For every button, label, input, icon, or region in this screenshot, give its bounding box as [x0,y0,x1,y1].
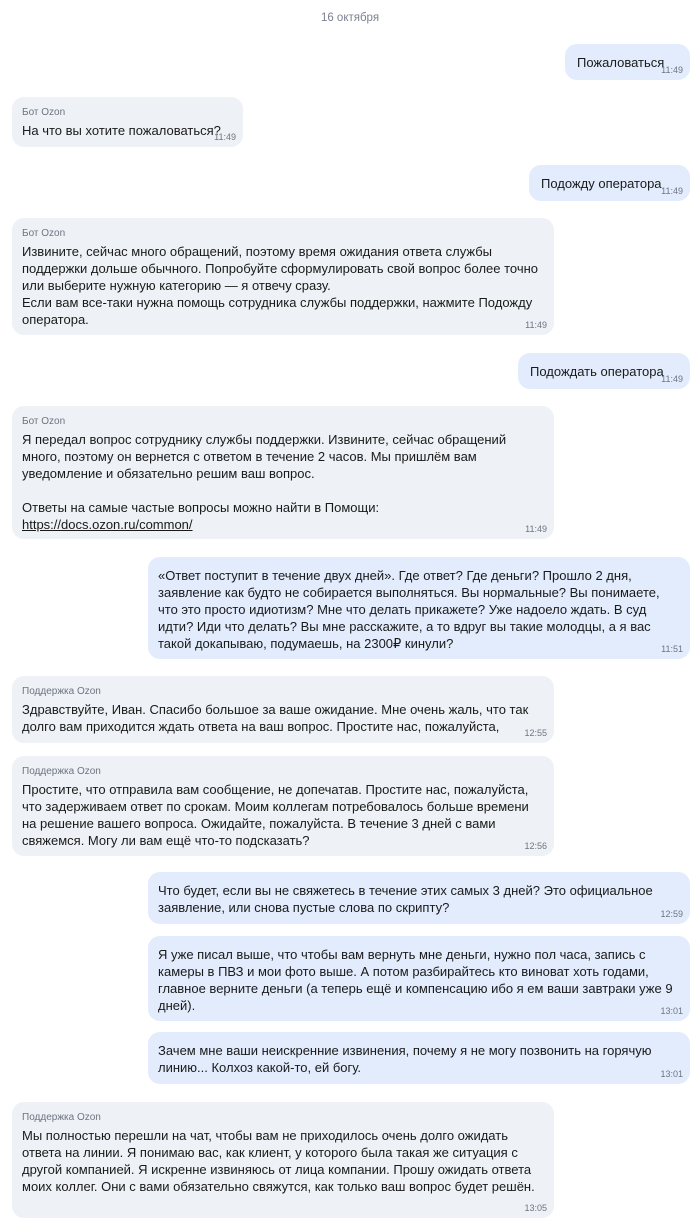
message-text: «Ответ поступит в течение двух дней». Где ответ? Где деньги? Прошло 2 дня, заявление как будто не собирается выполняться. Вы нормальные? Вы понимаете, что это просто идиотизм? Мне что делать прикажете? Уже надоело ждать. В суд идти? Иди что делать? Вы мне расскажите, а то вдруг вы такие молодцы, а я вас такой докапываю, подумаешь, на 2300₽ кинули? [158,568,660,651]
message-text: Мы полностью перешли на чат, чтобы вам не приходилось очень долго ожидать ответа на линии. Я понимаю вас, как клиент, у которого была такая же ситуация с другой компанией. Я искренне извиняюсь от лица компании. Прошу ожидать ответа моих коллег. Они с вами обязательно свяжутся, как только ваш вопрос будет решён. [22,1128,535,1194]
message-text: Что будет, если вы не свяжетесь в течение этих самых 3 дней? Это официальное заявление, или снова пустые слова по скрипту? [158,883,653,915]
message-time: 11:49 [661,374,683,384]
message-text: Зачем мне ваши неискренние извинения, почему я не могу позвонить на горячую линию... Колхоз какой-то, ей богу. [158,1043,652,1075]
message-text: Простите, что отправила вам сообщение, не допечатав. Простите нас, пожалуйста, что задерживаем ответ по срокам. Моим коллегам потребовалось больше времени на решение вашего вопроса. Ожидайте, пожалуйста. В течение 3 дней с вами свяжемся. Могу ли вам ещё что-то подсказать? [22,782,529,848]
message-time: 12:56 [524,841,547,851]
outgoing-message[interactable] [148,936,690,1021]
outgoing-message[interactable] [148,1032,690,1084]
message-text: Извините, сейчас много обращений, поэтому время ожидания ответа службы поддержки дольше обычного. Попробуйте сформулировать свой вопрос более точно или выберите нужную категорию — я отвечу сразу. Если вам все-таки нужна помощь сотрудника службы поддержки, нажмите Подожду оператора. [22,244,539,327]
message-sender: Бот Ozon [22,416,66,427]
help-link[interactable]: https://docs.ozon.ru/common/ [22,517,193,532]
incoming-message[interactable] [12,756,554,856]
message-sender: Бот Ozon [22,228,66,239]
message-time: 12:55 [524,728,547,738]
message-sender: Поддержка Ozon [22,766,101,777]
message-time: 11:49 [214,132,236,142]
date-separator: 16 октября [320,12,380,24]
message-time: 11:51 [661,644,683,654]
incoming-message[interactable] [12,676,554,743]
message-sender: Бот Ozon [22,107,66,118]
message-time: 13:05 [524,1203,547,1213]
message-text: На что вы хотите пожаловаться? [22,123,221,138]
message-sender: Поддержка Ozon [22,686,101,697]
outgoing-message[interactable] [565,44,690,80]
message-text: Подожду оператора [541,176,662,191]
message-time: 11:49 [661,186,683,196]
incoming-message[interactable] [12,218,554,335]
incoming-message[interactable] [12,1102,554,1218]
outgoing-message[interactable] [529,165,690,201]
message-sender: Поддержка Ozon [22,1112,101,1123]
message-text [22,431,542,533]
incoming-message[interactable] [12,97,243,147]
message-time: 13:01 [660,1069,683,1079]
message-text: Пожаловаться [577,55,665,70]
message-time: 11:49 [525,524,547,534]
message-time: 13:01 [660,1006,683,1016]
message-time: 11:49 [525,320,547,330]
outgoing-message[interactable] [148,557,690,659]
outgoing-message[interactable] [148,872,690,924]
message-time: 12:59 [660,909,683,919]
message-text: Подождать оператора [530,364,664,379]
incoming-message[interactable] [12,406,554,539]
message-text: Я уже писал выше, что чтобы вам вернуть мне деньги, нужно пол часа, запись с камеры в ПВЗ и мои фото выше. А потом разбирайтесь кто виноват хоть годами, главное верните деньги (а теперь ещё и компенсацию ибо я ем ваши завтраки уже 9 дней). [158,947,673,1013]
outgoing-message[interactable] [518,353,690,389]
message-time: 11:49 [661,65,683,75]
message-body: Я передал вопрос сотруднику службы поддержки. Извините, сейчас обращений много, поэтому он вернется с ответом в течение 2 часов. Мы пришлём вам уведомление и обязательно решим ваш вопрос. Ответы на самые частые вопросы можно найти в Помощи: [22,432,507,515]
message-text: Здравствуйте, Иван. Спасибо большое за ваше ожидание. Мне очень жаль, что так долго вам приходится ждать ответа на ваш вопрос. Простите нас, пожалуйста, [22,702,529,734]
